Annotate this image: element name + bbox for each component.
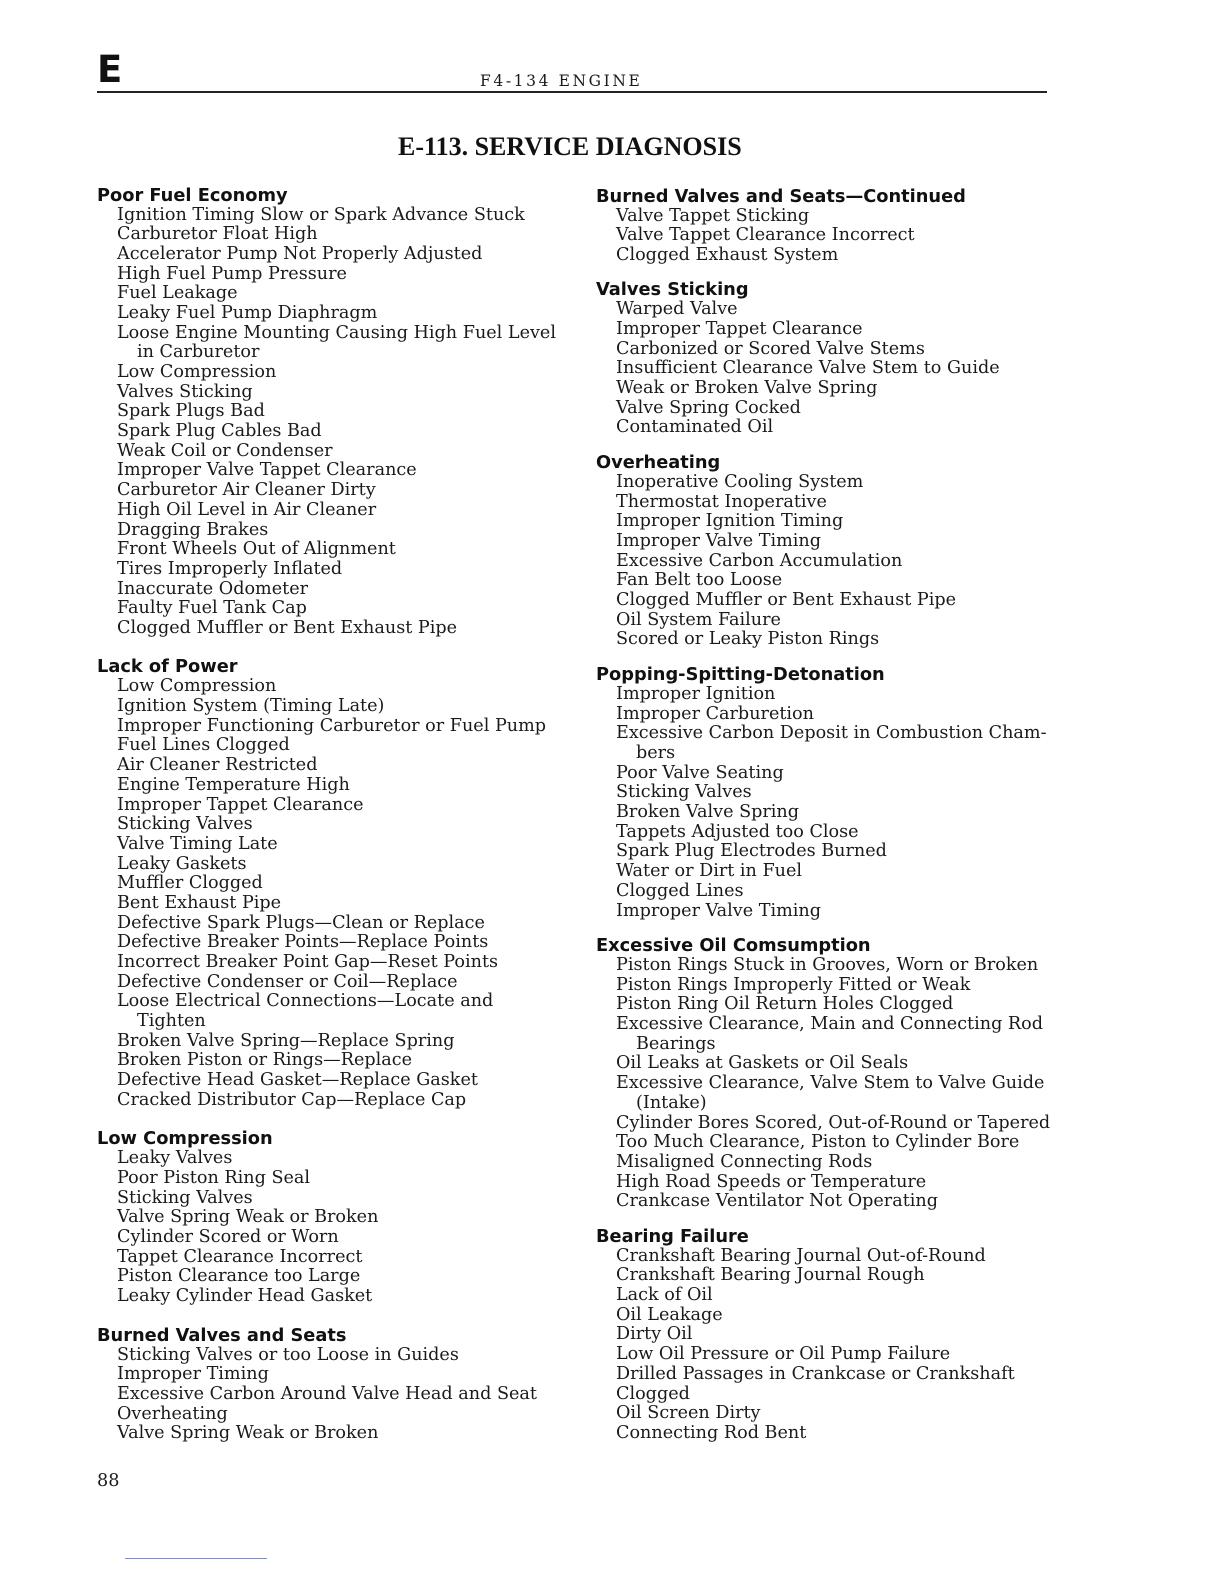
diagnosis-item: High Road Speeds or Temperature (616, 1171, 927, 1192)
diagnosis-item: Low Compression (117, 362, 277, 382)
diagnosis-section (97, 1128, 567, 1307)
diagnosis-item: Broken Piston or Rings—Replace (117, 1050, 412, 1071)
diagnosis-item: Fuel Lines Clogged (117, 735, 290, 756)
diagnosis-item: Cylinder Scored or Worn (117, 1227, 339, 1248)
diagnosis-item: Sticking Valves (616, 782, 752, 803)
diagnosis-item: Excessive Clearance, Main and Connecting Rod (616, 1014, 1044, 1035)
diagnosis-item: Excessive Clearance, Valve Stem to Valve Guide (616, 1073, 1045, 1094)
diagnosis-item: Misaligned Connecting Rods (616, 1151, 873, 1172)
diagnosis-item: Low Compression (117, 676, 277, 697)
diagnosis-item: Drilled Passages in Crankcase or Crankshaft (616, 1363, 1015, 1384)
diagnosis-section (97, 185, 567, 639)
diagnosis-item: Crankshaft Bearing Journal Out-of-Round (616, 1245, 986, 1266)
section-letter: E (97, 47, 123, 91)
diagnosis-item: Improper Functioning Carburetor or Fuel Pump (117, 715, 547, 736)
diagnosis-item: Ignition Timing Slow or Spark Advance Stuck (117, 204, 525, 225)
diagnosis-item: Defective Spark Plugs—Clean or Replace (117, 912, 485, 933)
left-column (97, 185, 567, 1445)
diagnosis-item: Leaky Fuel Pump Diaphragm (117, 302, 378, 323)
diagnosis-section (596, 279, 1066, 438)
diagnosis-item: Tappet Clearance Incorrect (117, 1246, 363, 1267)
diagnosis-item: Incorrect Breaker Point Gap—Reset Points (117, 952, 499, 973)
diagnosis-section (596, 935, 1066, 1212)
diagnosis-item: Tappets Adjusted too Close (616, 821, 859, 842)
diagnosis-item: Improper Valve Timing (616, 900, 821, 921)
diagnosis-item: Warped Valve (616, 299, 738, 320)
diagnosis-item: Clogged Muffler or Bent Exhaust Pipe (616, 590, 957, 611)
diagnosis-item: Spark Plugs Bad (117, 401, 265, 422)
diagnosis-item: Defective Condenser or Coil—Replace (117, 971, 458, 992)
diagnosis-item: Dragging Brakes (117, 519, 269, 540)
section-heading: Bearing Failure (596, 1225, 749, 1247)
section-heading: Valves Sticking (596, 279, 749, 301)
diagnosis-section (97, 656, 567, 1110)
diagnosis-item: Excessive Carbon Accumulation (616, 550, 903, 571)
diagnosis-item: Water or Dirt in Fuel (616, 861, 803, 882)
diagnosis-item: Spark Plug Cables Bad (117, 421, 322, 442)
diagnosis-item: High Oil Level in Air Cleaner (117, 499, 377, 520)
diagnosis-item: Front Wheels Out of Alignment (117, 539, 396, 560)
diagnosis-item: Carbonized or Scored Valve Stems (616, 338, 925, 359)
section-heading: Burned Valves and Seats (97, 1324, 347, 1346)
section-heading: Low Compression (97, 1128, 273, 1150)
diagnosis-item: Loose Electrical Connections—Locate and (117, 991, 494, 1012)
diagnosis-item: Contaminated Oil (616, 417, 774, 438)
diagnosis-item: Leaky Valves (117, 1148, 233, 1169)
diagnosis-item: Carburetor Air Cleaner Dirty (117, 480, 376, 501)
diagnosis-item: Faulty Fuel Tank Cap (117, 598, 307, 619)
diagnosis-item: Defective Breaker Points—Replace Points (117, 932, 489, 953)
diagnosis-section (596, 186, 1066, 266)
scan-mark-line (125, 1558, 267, 1559)
diagnosis-item: Improper Carburetion (616, 703, 814, 724)
diagnosis-item: Poor Piston Ring Seal (117, 1168, 311, 1189)
diagnosis-item: Improper Ignition Timing (616, 511, 844, 532)
section-heading: Overheating (596, 451, 721, 473)
diagnosis-item: Clogged Exhaust System (616, 244, 839, 265)
diagnosis-item: Improper Timing (117, 1364, 269, 1385)
diagnosis-item: Oil Leaks at Gaskets or Oil Seals (616, 1053, 909, 1074)
diagnosis-item: Thermostat Inoperative (616, 491, 827, 512)
section-heading: Excessive Oil Comsumption (596, 935, 871, 956)
diagnosis-item: Valve Spring Cocked (616, 397, 801, 418)
diagnosis-item: Scored or Leaky Piston Rings (616, 629, 880, 650)
diagnosis-item-continuation: (Intake) (636, 1092, 707, 1113)
right-column (596, 186, 1066, 1444)
diagnosis-item: Leaky Gaskets (117, 853, 247, 874)
diagnosis-item: Engine Temperature High (117, 774, 350, 795)
diagnosis-item: Clogged (616, 1383, 690, 1404)
page-number: 88 (97, 1471, 120, 1491)
diagnosis-section (596, 664, 1066, 921)
diagnosis-item: Clogged Muffler or Bent Exhaust Pipe (117, 617, 458, 638)
diagnosis-item: Improper Tappet Clearance (117, 794, 364, 815)
diagnosis-item: Connecting Rod Bent (616, 1422, 807, 1443)
diagnosis-item-continuation: Tighten (137, 1011, 206, 1032)
section-heading: Poor Fuel Economy (97, 184, 288, 206)
diagnosis-item: Valve Spring Weak or Broken (117, 1423, 379, 1444)
diagnosis-item: Improper Valve Tappet Clearance (117, 460, 417, 481)
diagnosis-item: Clogged Lines (616, 880, 744, 901)
diagnosis-item: Fuel Leakage (117, 283, 238, 304)
page-title: E-113. SERVICE DIAGNOSIS (398, 131, 742, 161)
diagnosis-item: Oil Leakage (616, 1304, 723, 1325)
diagnosis-item: Valve Tappet Clearance Incorrect (616, 225, 915, 246)
diagnosis-item: Weak Coil or Condenser (117, 440, 333, 461)
diagnosis-item: Valve Tappet Sticking (616, 205, 810, 226)
diagnosis-item: Sticking Valves or too Loose in Guides (117, 1344, 459, 1365)
diagnosis-item: Excessive Carbon Around Valve Head and Seat (117, 1384, 537, 1405)
header-rule (97, 91, 1047, 93)
diagnosis-item: Leaky Cylinder Head Gasket (117, 1286, 373, 1307)
diagnosis-item: Tires Improperly Inflated (117, 558, 343, 579)
diagnosis-item: Piston Rings Improperly Fitted or Weak (616, 974, 971, 995)
diagnosis-item: Valve Spring Weak or Broken (117, 1207, 379, 1228)
diagnosis-item: Improper Valve Timing (616, 531, 821, 552)
diagnosis-item: Inaccurate Odometer (117, 578, 309, 599)
diagnosis-item: Piston Clearance too Large (117, 1266, 361, 1287)
diagnosis-item: Dirty Oil (616, 1324, 693, 1345)
diagnosis-item: High Fuel Pump Pressure (117, 263, 347, 284)
section-heading: Lack of Power (97, 656, 238, 678)
diagnosis-item: Piston Rings Stuck in Grooves, Worn or Broken (616, 955, 1039, 975)
diagnosis-section (596, 1226, 1066, 1444)
diagnosis-item: Improper Tappet Clearance (616, 319, 863, 340)
section-heading: Popping-Spitting-Detonation (596, 663, 885, 685)
diagnosis-item: Accelerator Pump Not Properly Adjusted (117, 243, 483, 264)
diagnosis-item: Inoperative Cooling System (616, 471, 864, 492)
diagnosis-item: Lack of Oil (616, 1285, 713, 1306)
diagnosis-item: Ignition System (Timing Late) (117, 696, 385, 717)
diagnosis-item: Crankshaft Bearing Journal Rough (616, 1265, 925, 1286)
diagnosis-item: Sticking Valves (117, 814, 253, 835)
diagnosis-item: Too Much Clearance, Piston to Cylinder Bore (616, 1132, 1020, 1153)
diagnosis-item: Valve Timing Late (117, 833, 278, 854)
diagnosis-item: Overheating (117, 1403, 228, 1424)
diagnosis-item-continuation: Bearings (636, 1033, 716, 1054)
diagnosis-item: Improper Ignition (616, 683, 776, 704)
diagnosis-item: Bent Exhaust Pipe (117, 892, 282, 913)
diagnosis-item: Weak or Broken Valve Spring (616, 378, 878, 399)
running-title: F4-134 ENGINE (480, 71, 643, 90)
diagnosis-item: Carburetor Float High (117, 224, 318, 245)
diagnosis-item: Crankcase Ventilator Not Operating (616, 1191, 938, 1212)
diagnosis-item: Broken Valve Spring—Replace Spring (117, 1030, 455, 1051)
diagnosis-item-continuation: in Carburetor (137, 342, 260, 363)
diagnosis-item: Defective Head Gasket—Replace Gasket (117, 1070, 478, 1091)
diagnosis-item: Oil Screen Dirty (616, 1403, 761, 1424)
diagnosis-item: Oil System Failure (616, 609, 781, 630)
diagnosis-item: Poor Valve Seating (616, 762, 784, 783)
diagnosis-section (97, 1325, 567, 1444)
diagnosis-item: Sticking Valves (117, 1187, 253, 1208)
diagnosis-item: Insufficient Clearance Valve Stem to Guide (616, 358, 1000, 379)
diagnosis-item: Cracked Distributor Cap—Replace Cap (117, 1089, 467, 1110)
diagnosis-item: Loose Engine Mounting Causing High Fuel Level (117, 322, 556, 343)
diagnosis-item: Piston Ring Oil Return Holes Clogged (616, 994, 954, 1015)
diagnosis-section (596, 452, 1066, 650)
diagnosis-item: Cylinder Bores Scored, Out-of-Round or Tapered (616, 1112, 1051, 1133)
diagnosis-item: Valves Sticking (117, 381, 253, 402)
section-heading: Burned Valves and Seats—Continued (596, 185, 966, 207)
diagnosis-item: Air Cleaner Restricted (117, 755, 318, 776)
diagnosis-item-continuation: bers (636, 743, 676, 764)
diagnosis-item: Low Oil Pressure or Oil Pump Failure (616, 1344, 951, 1365)
diagnosis-item: Spark Plug Electrodes Burned (616, 841, 887, 862)
diagnosis-item: Fan Belt too Loose (616, 570, 783, 591)
diagnosis-item: Broken Valve Spring (616, 802, 800, 823)
diagnosis-item: Excessive Carbon Deposit in Combustion Cham- (616, 723, 1047, 744)
diagnosis-item: Muffler Clogged (117, 873, 263, 894)
